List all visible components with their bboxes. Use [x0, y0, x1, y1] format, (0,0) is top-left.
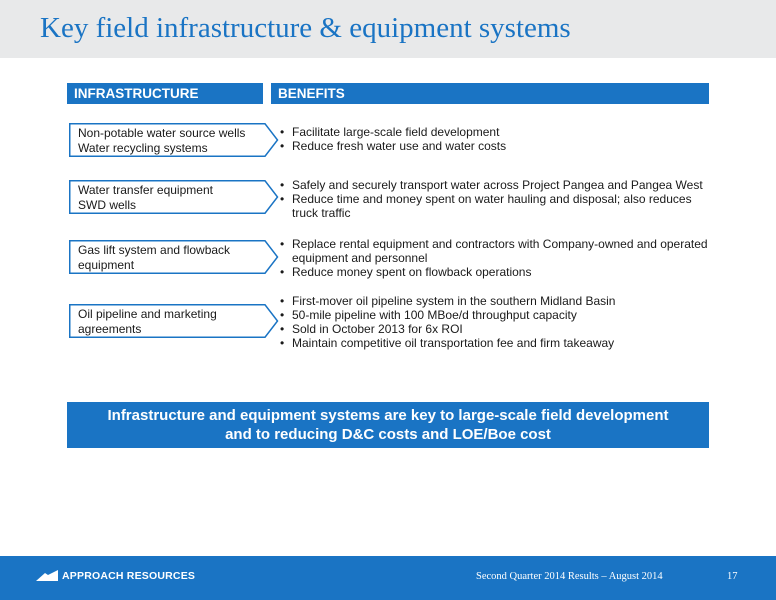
- infrastructure-label: [78, 126, 256, 155]
- benefit-item: • Reduce time and money spent on water hauling and disposal; also reduces truck traffic: [279, 192, 709, 220]
- benefit-item: • Sold in October 2013 for 6x ROI: [279, 322, 709, 336]
- slide-title: Key field infrastructure & equipment systems: [40, 12, 571, 44]
- footer-note: Second Quarter 2014 Results – August 2014: [476, 571, 663, 582]
- page-number: 17: [727, 571, 738, 582]
- benefit-item: • Maintain competitive oil transportation fee and firm takeaway: [279, 336, 709, 350]
- infrastructure-item: Gas lift system and flowback equipment: [78, 243, 231, 272]
- infrastructure-label: [78, 307, 256, 336]
- infrastructure-arrow-box: [69, 180, 279, 214]
- benefit-item: • First-mover oil pipeline system in the southern Midland Basin: [279, 294, 709, 308]
- benefits-list: [279, 125, 709, 153]
- benefits-list: [279, 178, 709, 220]
- infrastructure-label: [78, 183, 256, 212]
- title-bar: [0, 0, 776, 58]
- infrastructure-item: SWD wells: [78, 197, 137, 212]
- infrastructure-label: [78, 243, 256, 272]
- benefit-item: • Replace rental equipment and contractors with Company-owned and operated equipment and personnel: [279, 237, 709, 265]
- infrastructure-item: Non-potable water source wells: [78, 126, 246, 140]
- benefits-header: BENEFITS: [271, 83, 709, 104]
- infrastructure-header: INFRASTRUCTURE: [67, 83, 263, 104]
- benefit-item: • Facilitate large-scale field development: [279, 125, 709, 139]
- benefit-item: • Reduce fresh water use and water costs: [279, 139, 709, 153]
- approach-resources-logo-icon: [36, 570, 58, 582]
- banner-line: Infrastructure and equipment systems are key to large-scale field development: [107, 407, 669, 424]
- benefit-item: • 50-mile pipeline with 100 MBoe/d throughput capacity: [279, 308, 709, 322]
- infrastructure-item: Water recycling systems: [78, 140, 208, 155]
- infrastructure-item: Oil pipeline and marketing agreements: [78, 307, 217, 336]
- benefit-item: • Safely and securely transport water across Project Pangea and Pangea West: [279, 178, 709, 192]
- benefit-item: • Reduce money spent on flowback operations: [279, 265, 709, 279]
- infrastructure-arrow-box: [69, 123, 279, 157]
- footer-bar: [0, 556, 776, 600]
- infrastructure-item: Water transfer equipment: [78, 183, 213, 197]
- infrastructure-arrow-box: [69, 240, 279, 274]
- infrastructure-arrow-box: [69, 304, 279, 338]
- company-name: APPROACH RESOURCES: [62, 570, 196, 582]
- benefits-list: [279, 294, 709, 350]
- banner-line: and to reducing D&C costs and LOE/Boe cost: [225, 426, 551, 443]
- key-message-banner: [67, 402, 709, 448]
- benefits-list: [279, 237, 709, 279]
